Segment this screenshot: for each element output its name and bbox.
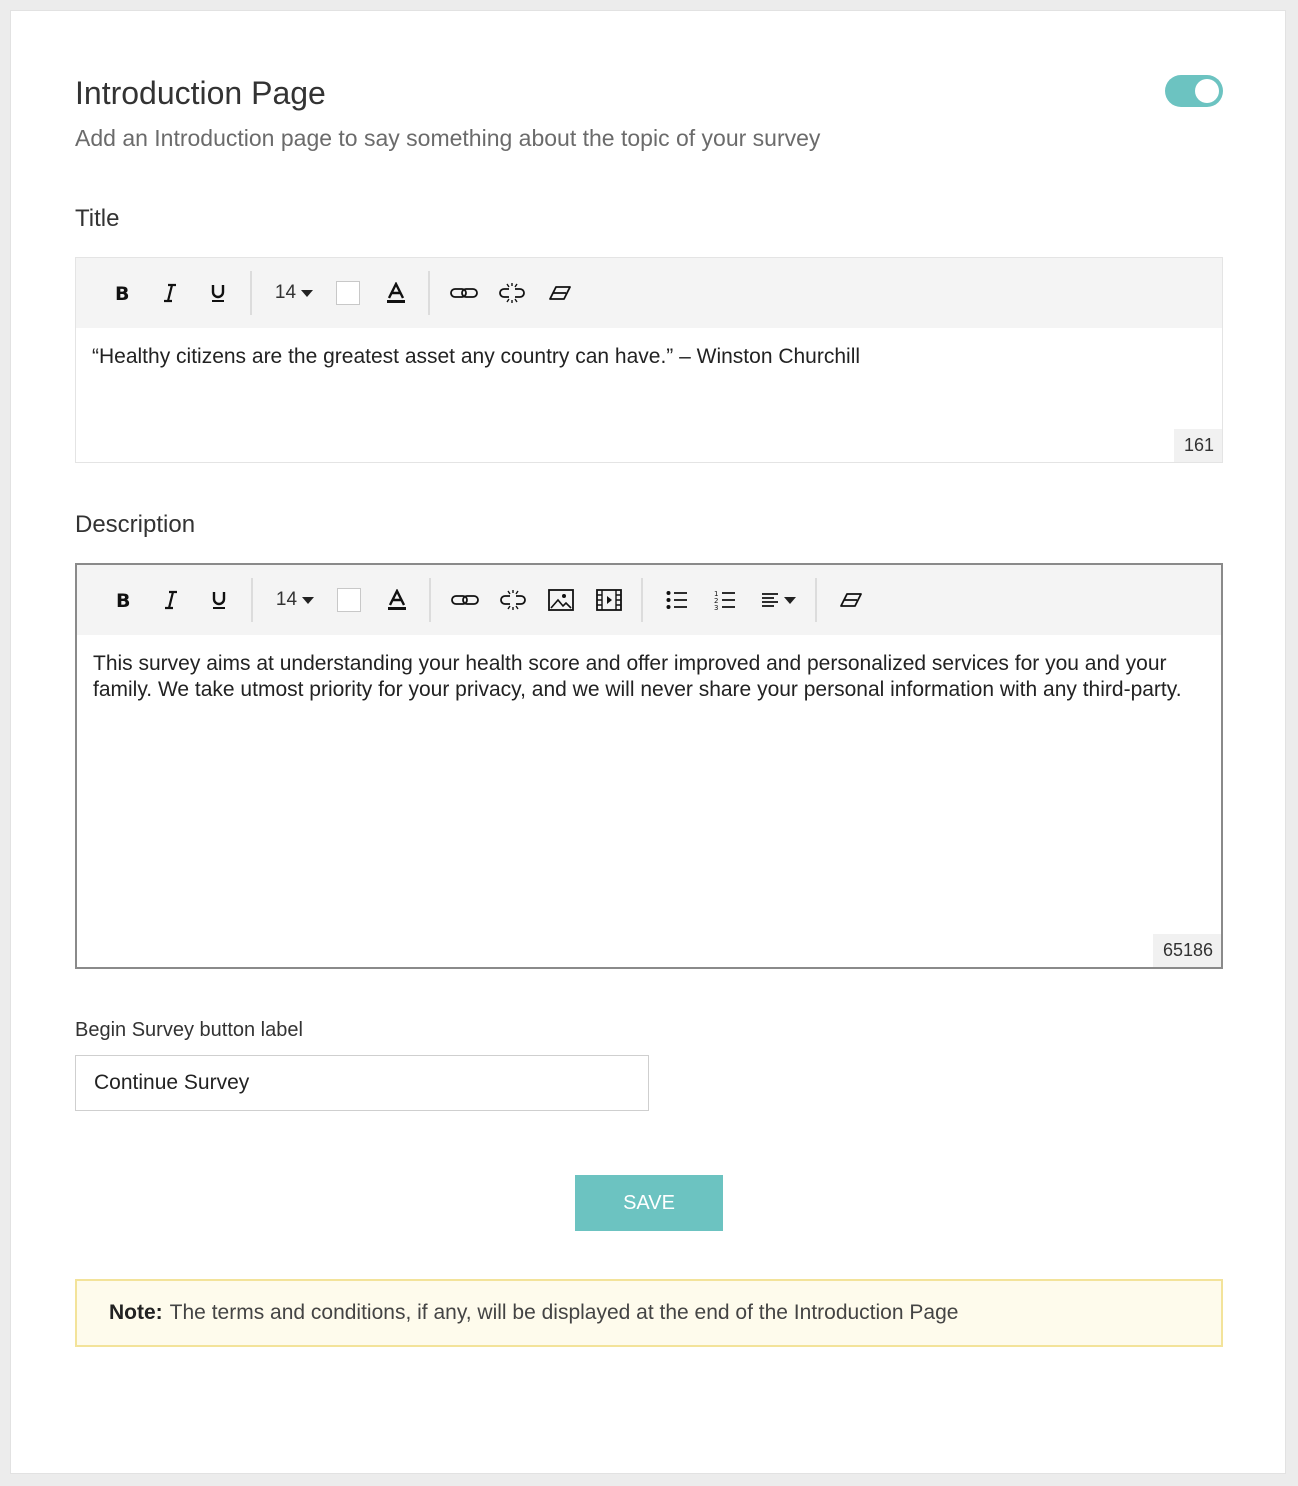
underline-button[interactable] [198, 273, 238, 313]
italic-button[interactable] [150, 273, 190, 313]
title-label: Title [75, 205, 120, 232]
toggle-knob [1195, 79, 1219, 103]
underline-button[interactable] [199, 580, 239, 620]
clear-format-button[interactable] [831, 580, 871, 620]
highlight-color-button[interactable] [328, 273, 368, 313]
svg-text:B: B [115, 284, 130, 302]
description-char-counter: 65186 [1153, 934, 1221, 967]
begin-survey-input[interactable] [75, 1055, 649, 1111]
toolbar-separator [428, 271, 430, 315]
font-size-value: 14 [274, 282, 297, 303]
numbered-list-button[interactable] [705, 580, 745, 620]
font-size-dropdown[interactable] [267, 580, 323, 620]
description-toolbar [77, 565, 1221, 635]
note-prefix: Note: [109, 1301, 163, 1324]
text-color-button[interactable] [377, 580, 417, 620]
svg-text:3: 3 [714, 604, 719, 611]
toolbar-separator [429, 578, 431, 622]
insert-image-button[interactable] [541, 580, 581, 620]
svg-text:B: B [116, 591, 131, 609]
unlink-button[interactable] [493, 580, 533, 620]
toolbar-separator [815, 578, 817, 622]
intro-page-toggle[interactable] [1165, 75, 1223, 107]
bold-button[interactable] [102, 273, 142, 313]
note-banner [75, 1279, 1223, 1347]
intro-page-card [10, 10, 1286, 1474]
save-button[interactable]: SAVE [575, 1175, 723, 1231]
note-text: The terms and conditions, if any, will be displayed at the end of the Introduction Page [169, 1301, 959, 1324]
unlink-button[interactable] [492, 273, 532, 313]
chevron-down-icon [302, 597, 314, 604]
align-dropdown[interactable] [753, 580, 803, 620]
highlight-color-button[interactable] [329, 580, 369, 620]
bold-button[interactable] [103, 580, 143, 620]
chevron-down-icon [784, 597, 796, 604]
title-toolbar [76, 258, 1222, 328]
link-button[interactable] [445, 580, 485, 620]
svg-text:1: 1 [714, 590, 719, 598]
description-editor [75, 563, 1223, 969]
toolbar-separator [251, 578, 253, 622]
italic-button[interactable] [151, 580, 191, 620]
bullet-list-button[interactable] [657, 580, 697, 620]
toolbar-separator [250, 271, 252, 315]
chevron-down-icon [301, 290, 313, 297]
description-content[interactable]: This survey aims at understanding your health score and offer improved and personalized services for you and your family. We take utmost priority for your privacy, and we will never share your personal information with any third-party. [93, 652, 1182, 701]
font-size-dropdown[interactable] [266, 273, 322, 313]
text-color-button[interactable] [376, 273, 416, 313]
description-label: Description [75, 511, 196, 538]
page-subtitle: Add an Introduction page to say something about the topic of your survey [75, 125, 821, 151]
toolbar-separator [641, 578, 643, 622]
svg-text:2: 2 [714, 597, 719, 605]
font-size-value: 14 [275, 589, 298, 610]
page-title: Introduction Page [75, 75, 326, 111]
link-button[interactable] [444, 273, 484, 313]
title-editor [75, 257, 1223, 463]
begin-survey-label: Begin Survey button label [75, 1019, 303, 1041]
color-swatch-icon [336, 281, 360, 305]
insert-video-button[interactable] [589, 580, 629, 620]
color-swatch-icon [337, 588, 361, 612]
title-content[interactable]: “Healthy citizens are the greatest asset any country can have.” – Winston Churchill [92, 345, 861, 368]
title-char-counter: 161 [1174, 429, 1222, 462]
clear-format-button[interactable] [540, 273, 580, 313]
